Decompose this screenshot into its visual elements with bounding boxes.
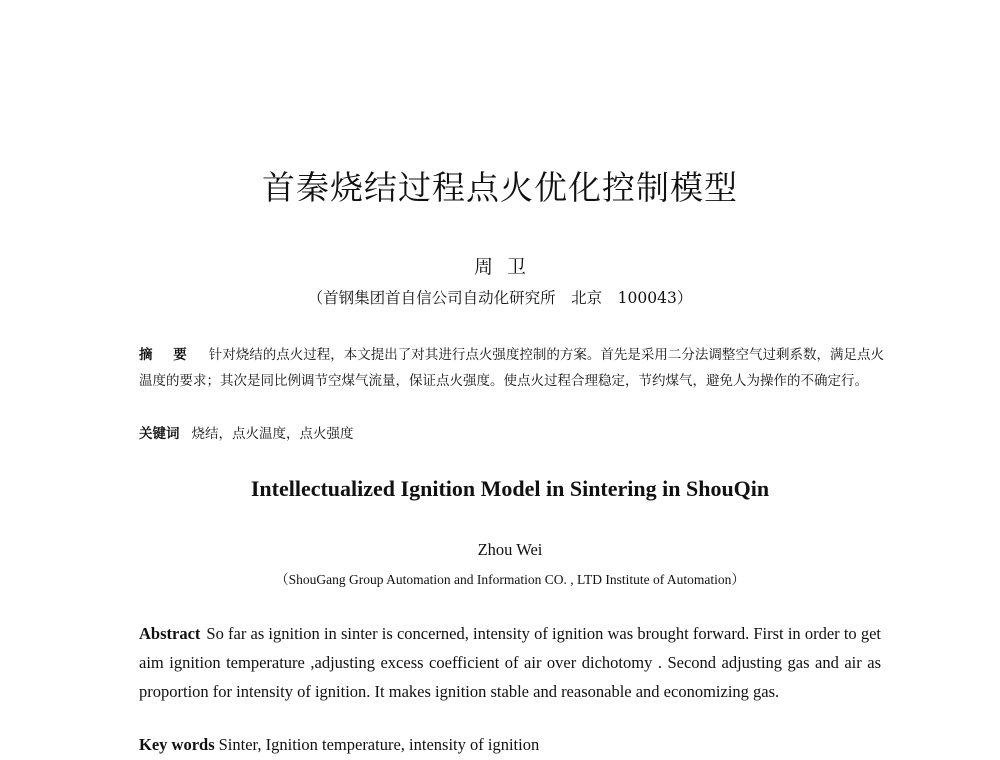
english-keywords-label: Key words	[139, 735, 215, 754]
english-affiliation: （ShouGang Group Automation and Information CO. , LTD Institute of Automation）	[275, 572, 745, 587]
chinese-keywords-text: 烧结，点火温度，点火强度	[191, 426, 354, 442]
english-author: Zhou Wei	[477, 540, 543, 559]
english-keywords	[139, 735, 881, 755]
english-abstract-text: So far as ignition in sinter is concerned, intensity of ignition was brought forward. First in order to get aim ignition temperature ,adjusting excess coefficient of air over dichotomy . Second adjusting gas and air as proportion for intensity of ignition. It makes ignition stable and reasonable and economizing gas.	[139, 624, 881, 701]
english-title: Intellectualized Ignition Model in Sintering in ShouQin	[250, 476, 770, 501]
chinese-abstract	[139, 342, 884, 394]
english-abstract	[139, 619, 881, 706]
chinese-keywords-label: 关键词	[139, 426, 180, 442]
chinese-abstract-text: 针对烧结的点火过程，本文提出了对其进行点火强度控制的方案。首先是采用二分法调整空气过剩系数，满足点火温度的要求；其次是同比例调节空煤气流量，保证点火强度。使点火过程合理稳定，节约煤气，避免人为操作的不确定行。	[139, 347, 884, 389]
chinese-keywords	[139, 422, 884, 442]
chinese-title: 首秦烧结过程点火优化控制模型	[262, 168, 738, 207]
english-keywords-text: Sinter, Ignition temperature, intensity of ignition	[218, 735, 540, 754]
chinese-abstract-label: 摘 要	[139, 347, 195, 363]
english-abstract-label: Abstract	[139, 624, 201, 643]
chinese-author: 周 卫	[473, 256, 527, 278]
chinese-affiliation: （首钢集团首自信公司自动化研究所 北京 100043）	[307, 289, 693, 307]
